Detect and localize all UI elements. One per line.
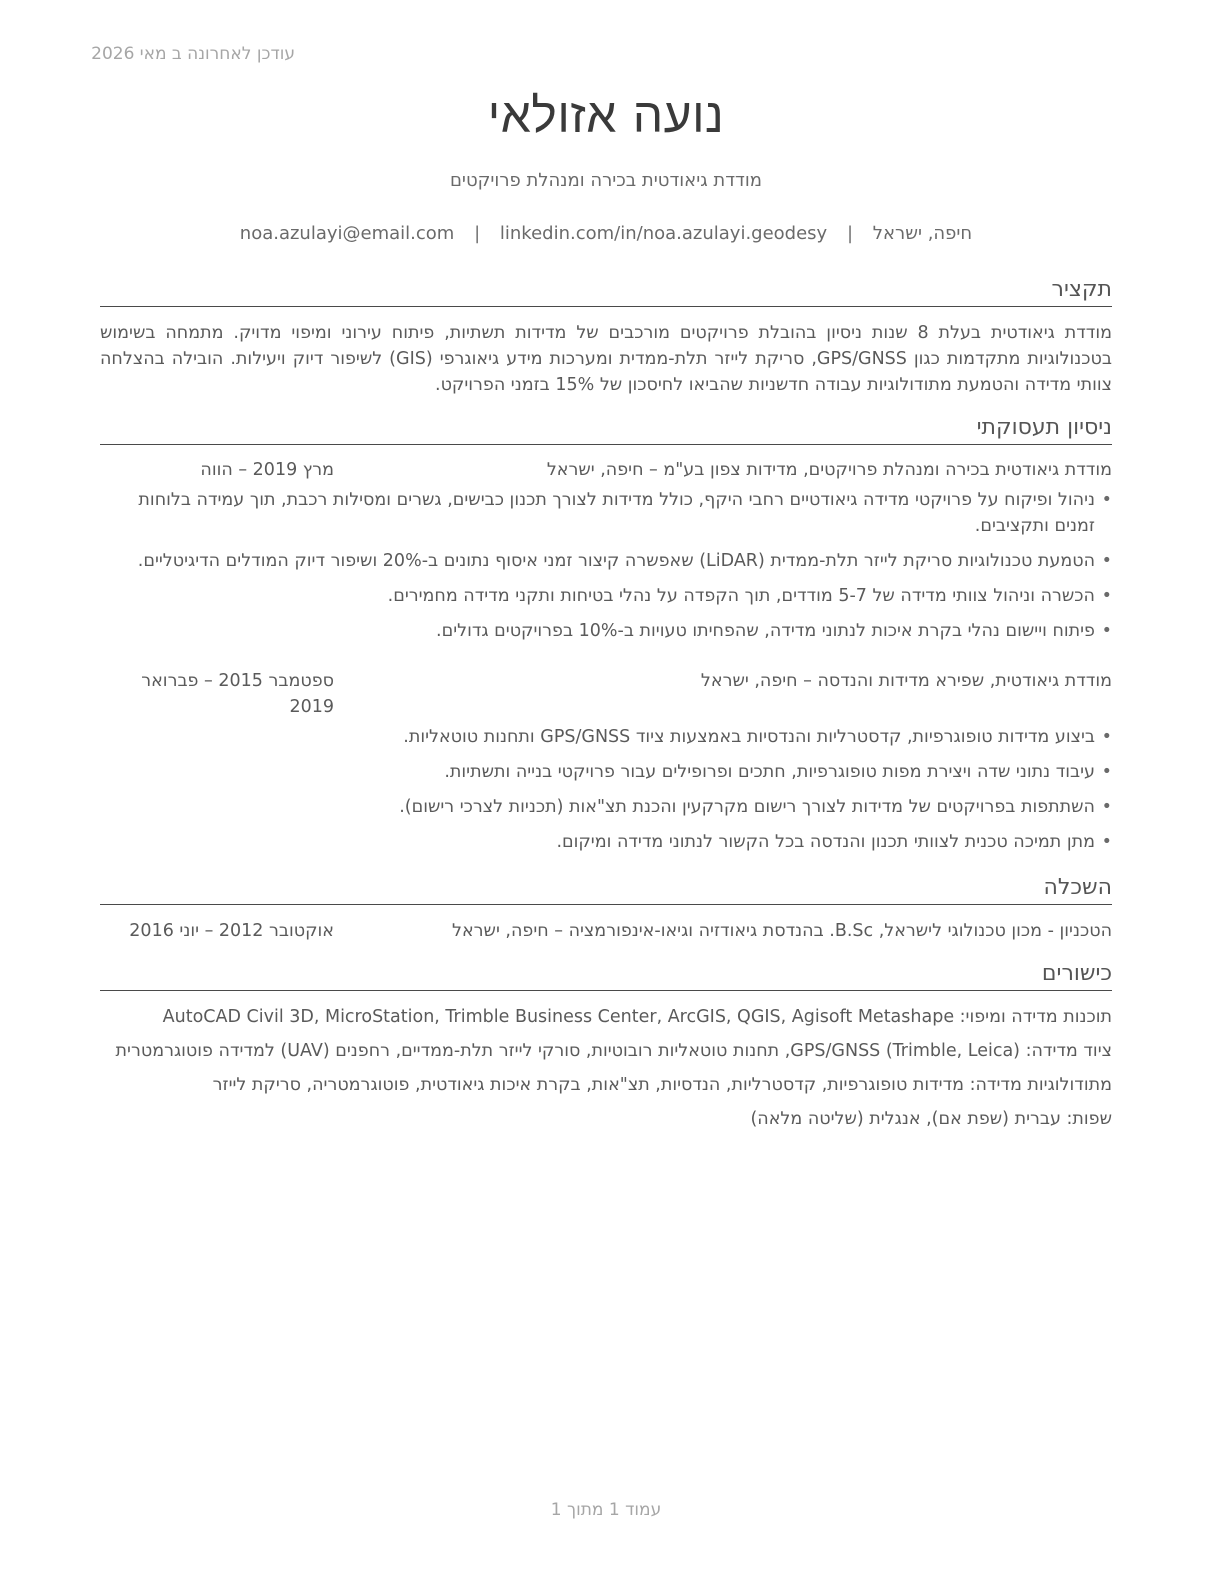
contact-location: חיפה, ישראל [872, 223, 973, 244]
section-title-summary: תקציר [100, 276, 1112, 307]
skills-line: ציוד מדידה: GPS/GNSS (Trimble, Leica), תחנות טוטאליות רובוטיות, סורקי לייזר תלת-ממדיים, רחפנים (UAV) למדידה פוטוגרמטרית [115, 1041, 1112, 1061]
section-title-education: השכלה [100, 874, 1112, 905]
candidate-name: נועה אזולאי [487, 88, 725, 144]
section-title-experience: ניסיון תעסוקתי [100, 414, 1112, 445]
resume-page [91, 0, 1113, 1584]
education-dates: אוקטובר 2012 – יוני 2016 [129, 921, 334, 941]
contact-separator: | [474, 223, 481, 244]
contact-email[interactable]: noa.azulayi@email.com [239, 223, 455, 244]
job-bullet: • הכשרה וניהול צוותי מדידה של 5-7 מודדים, תוך הקפדה על נהלי בטיחות ותקני מדידה מחמירים. [100, 583, 1112, 609]
skills-line: שפות: עברית (שפת אם), אנגלית (שליטה מלאה) [750, 1109, 1112, 1129]
job-bullet: • ביצוע מדידות טופוגרפיות, קדסטרליות והנדסיות באמצעות ציוד GPS/GNSS ותחנות טוטאליות. [100, 724, 1112, 750]
job-bullet: • עיבוד נתוני שדה ויצירת מפות טופוגרפיות, חתכים ופרופילים עבור פרויקטי בנייה ותשתיות. [100, 759, 1112, 785]
job-bullets [100, 724, 1112, 864]
section-title-skills: כישורים [100, 960, 1112, 991]
contact-line [100, 223, 1112, 244]
skills-line: מתודולוגיות מדידה: מדידות טופוגרפיות, קדסטרליות, הנדסיות, תצ"אות, בקרת איכות גיאודטית, פוטוגרמטריה, סריקת לייזר [212, 1075, 1112, 1095]
skills-line: תוכנות מדידה ומיפוי: AutoCAD Civil 3D, MicroStation, Trimble Business Center, ArcGIS, QGIS, Agisoft Metashape [162, 1007, 1112, 1027]
education-degree: הטכניון - מכון טכנולוגי לישראל, B.Sc. בהנדסת גיאודזיה וגיאו-אינפורמציה – חיפה, ישראל [452, 921, 1112, 941]
job-bullet: • פיתוח ויישום נהלי בקרת איכות לנתוני מדידה, שהפחיתו טעויות ב-10% בפרויקטים גדולים. [100, 618, 1112, 644]
job-bullet: • ניהול ופיקוח על פרויקטי מדידה גיאודטיים רחבי היקף, כולל מדידות לצורך תכנון כבישים, גשרים ומסילות רכבת, תוך עמידה בלוחות זמנים ותקציבים. [100, 487, 1112, 539]
last-updated-note: עודכן לאחרונה ב מאי 2026 [91, 44, 295, 64]
job-bullets [100, 487, 1112, 653]
contact-linkedin[interactable]: linkedin.com/in/noa.azulayi.geodesy [499, 223, 828, 244]
job-bullet: • מתן תמיכה טכנית לצוותי תכנון והנדסה בכל הקשור לנתוני מדידה ומיקום. [100, 829, 1112, 855]
job-bullet: • הטמעת טכנולוגיות סריקת לייזר תלת-ממדית (LiDAR) שאפשרה קיצור זמני איסוף נתונים ב-20% ושיפור דיוק המודלים הדיגיטליים. [100, 548, 1112, 574]
job-bullet: • השתתפות בפרויקטים של מדידות לצורך רישום מקרקעין והכנת תצ"אות (תכניות לצרכי רישום). [100, 794, 1112, 820]
skills-list [100, 1004, 1112, 1140]
page-number: עמוד 1 מתוך 1 [550, 1500, 662, 1520]
job-dates: ספטמבר 2015 – פברואר 2019 [141, 671, 334, 717]
candidate-title: מודדת גיאודטית בכירה ומנהלת פרויקטים [449, 170, 762, 191]
job-role: מודדת גיאודטית בכירה ומנהלת פרויקטים, מדידות צפון בע"מ – חיפה, ישראל [546, 460, 1112, 480]
summary-text: מודדת גיאודטית בעלת 8 שנות ניסיון בהובלת פרויקטים מורכבים של מדידות תשתיות, פיתוח עירוני ומיפוי מדויק. מתמחה בשימוש בטכנולוגיות מתקדמות כגון GPS/GNSS, סריקת לייזר תלת-ממדית ומערכות מידע גיאוגרפי (GIS) לשיפור דיוק ויעילות. הובילה בהצלחה צוותי מדידה והטמעת מתודולוגיות עבודה חדשניות שהביאו לחיסכון של 15% בזמני הפרויקט. [100, 323, 1113, 395]
job-dates: מרץ 2019 – הווה [200, 460, 334, 480]
contact-separator: | [846, 223, 854, 244]
job-role: מודדת גיאודטית, שפירא מדידות והנדסה – חיפה, ישראל [700, 671, 1112, 691]
